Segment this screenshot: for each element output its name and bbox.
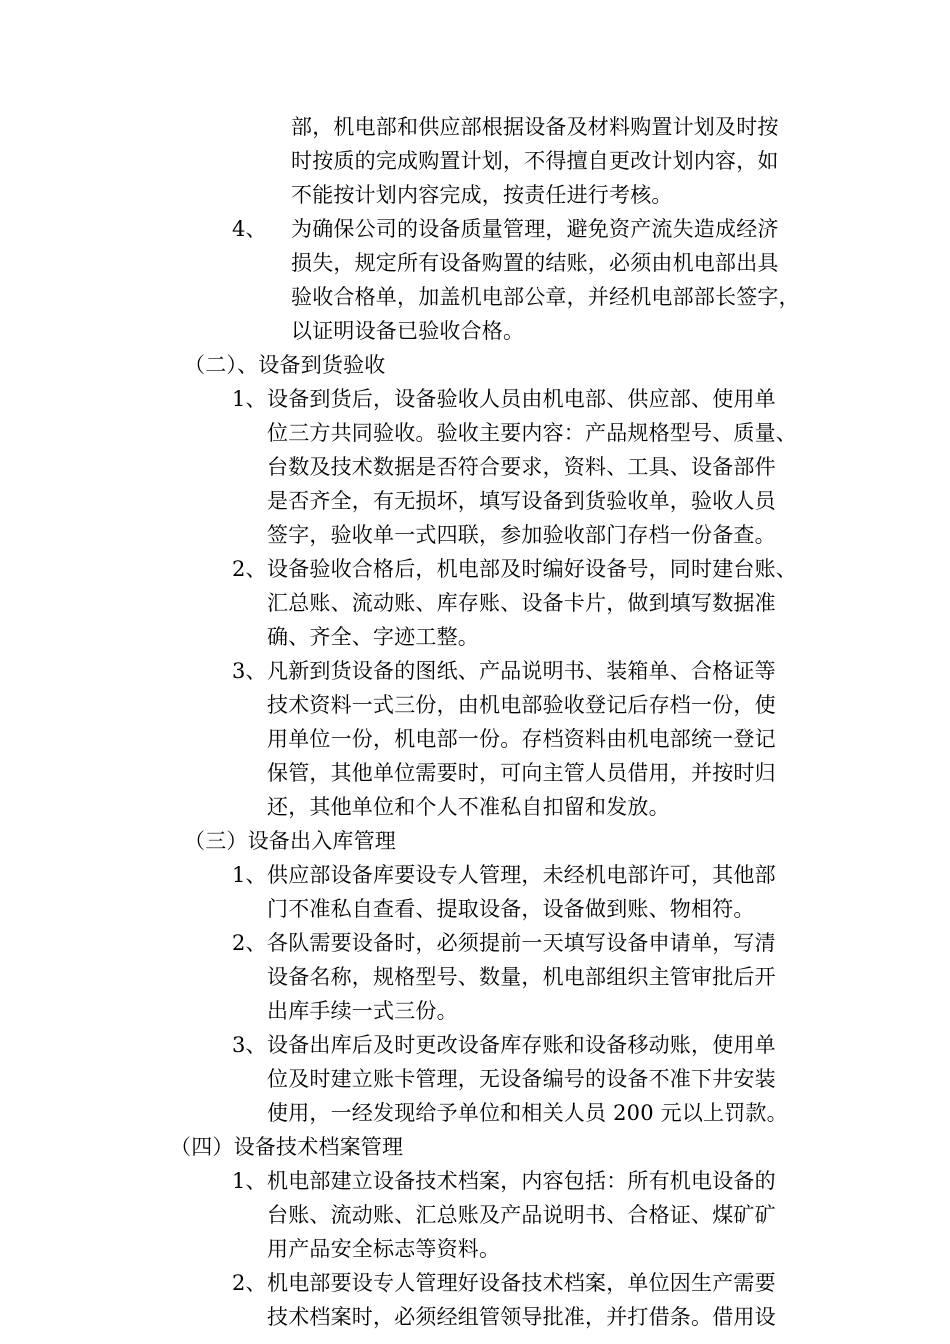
text-line: 还，其他单位和个人不准私自扣留和发放。	[267, 795, 670, 819]
text-line: 技术资料一式三份，由机电部验收登记后存档一份，使	[267, 693, 776, 717]
item-number: 1、	[232, 387, 267, 411]
item-number: 2、	[232, 931, 267, 955]
item-number: 4、	[232, 217, 267, 241]
section-heading: （三）设备出入库管理	[184, 829, 396, 853]
item-number: 1、	[232, 1169, 267, 1193]
text-line: 验收合格单，加盖机电部公章，并经机电部部长签字，	[291, 285, 800, 309]
text-line: 使用，一经发现给予单位和相关人员 200 元以上罚款。	[267, 1101, 788, 1125]
text-line: 以证明设备已验收合格。	[291, 319, 525, 343]
text-line: 设备名称，规格型号、数量，机电部组织主管审批后开	[267, 965, 776, 989]
text-line: 设备验收合格后，机电部及时编好设备号，同时建台账、	[267, 557, 797, 581]
item-number: 2、	[232, 1271, 267, 1295]
text-line: 汇总账、流动账、库存账、设备卡片，做到填写数据准	[267, 591, 776, 615]
text-line: 凡新到货设备的图纸、产品说明书、装箱单、合格证等	[267, 659, 776, 683]
text-line: 部，机电部和供应部根据设备及材料购置计划及时按	[291, 115, 779, 139]
text-line: 设备到货后，设备验收人员由机电部、供应部、使用单	[267, 387, 776, 411]
section-heading: （四）设备技术档案管理	[170, 1135, 404, 1159]
text-line: 各队需要设备时，必须提前一天填写设备申请单，写清	[267, 931, 776, 955]
text-line: 损失，规定所有设备购置的结账，必须由机电部出具	[291, 251, 779, 275]
text-line: 为确保公司的设备质量管理，避免资产流失造成经济	[291, 217, 779, 241]
text-line: 保管，其他单位需要时，可向主管人员借用，并按时归	[267, 761, 776, 785]
text-line: 台账、流动账、汇总账及产品说明书、合格证、煤矿矿	[267, 1203, 776, 1227]
text-line: 用产品安全标志等资料。	[267, 1237, 501, 1261]
text-line: 时按质的完成购置计划，不得擅自更改计划内容，如	[291, 149, 779, 173]
text-line: 位三方共同验收。验收主要内容：产品规格型号、质量、	[267, 421, 797, 445]
text-line: 位及时建立账卡管理，无设备编号的设备不准下井安装	[267, 1067, 776, 1091]
text-line: 机电部建立设备技术档案，内容包括：所有机电设备的	[267, 1169, 776, 1193]
item-number: 3、	[232, 1033, 267, 1057]
text-line: 出库手续一式三份。	[267, 999, 458, 1023]
section-heading: （二）、设备到货验收	[184, 353, 386, 377]
text-line: 不能按计划内容完成，按责任进行考核。	[291, 183, 673, 207]
text-line: 用单位一份，机电部一份。存档资料由机电部统一登记	[267, 727, 776, 751]
item-number: 1、	[232, 863, 267, 887]
text-line: 台数及技术数据是否符合要求，资料、工具、设备部件	[267, 455, 776, 479]
text-line: 门不准私自查看、提取设备，设备做到账、物相符。	[267, 897, 755, 921]
text-line: 设备出库后及时更改设备库存账和设备移动账，使用单	[267, 1033, 776, 1057]
item-number: 2、	[232, 557, 267, 581]
text-line: 是否齐全，有无损坏，填写设备到货验收单，验收人员	[267, 489, 776, 513]
text-line: 技术档案时，必须经组管领导批准，并打借条。借用设	[267, 1305, 776, 1329]
text-line: 签字，验收单一式四联，参加验收部门存档一份备查。	[267, 523, 776, 547]
item-number: 3、	[232, 659, 267, 683]
text-line: 供应部设备库要设专人管理，未经机电部许可，其他部	[267, 863, 776, 887]
text-line: 机电部要设专人管理好设备技术档案，单位因生产需要	[267, 1271, 776, 1295]
text-line: 确、齐全、字迹工整。	[267, 625, 479, 649]
